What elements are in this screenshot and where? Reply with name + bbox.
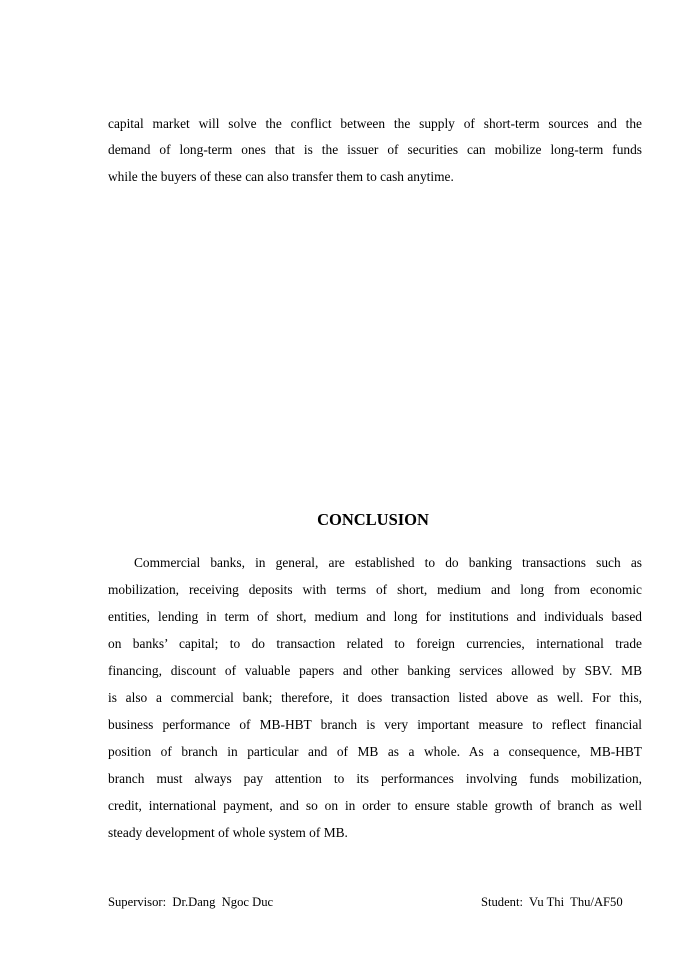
conclusion-line-2: mobilization, receiving deposits with terms of short, medium and long from economic [108,582,642,597]
conclusion-line-4: on banks’ capital; to do transaction related to foreign currencies, international trade [108,636,642,651]
conclusion-line-3: entities, lending in term of short, medium and long for institutions and individuals based [108,609,642,624]
conclusion-line-10: credit, international payment, and so on in order to ensure stable growth of branch as well [108,798,642,813]
conclusion-heading: CONCLUSION [317,510,429,529]
conclusion-line-7: business performance of MB-HBT branch is very important measure to reflect financial [108,717,642,732]
conclusion-line-8: position of branch in particular and of MB as a whole. As a consequence, MB-HBT [108,744,642,759]
conclusion-line-9: branch must always pay attention to its performances involving funds mobilization, [108,771,642,786]
conclusion-line-5: financing, discount of valuable papers and other banking services allowed by SBV. MB [108,663,642,678]
intro-line-3: while the buyers of these can also transfer them to cash anytime. [108,169,454,184]
conclusion-line-11: steady development of whole system of MB. [108,825,348,840]
footer-student: Student: Vu Thi Thu/AF50 [481,895,623,909]
intro-line-2: demand of long-term ones that is the issuer of securities can mobilize long-term funds [108,142,642,157]
conclusion-line-1: Commercial banks, in general, are established to do banking transactions such as [134,555,642,570]
conclusion-line-6: is also a commercial bank; therefore, it does transaction listed above as well. For this, [108,690,642,705]
footer-supervisor: Supervisor: Dr.Dang Ngoc Duc [108,895,274,909]
intro-line-1: capital market will solve the conflict between the supply of short-term sources and the [108,116,642,131]
